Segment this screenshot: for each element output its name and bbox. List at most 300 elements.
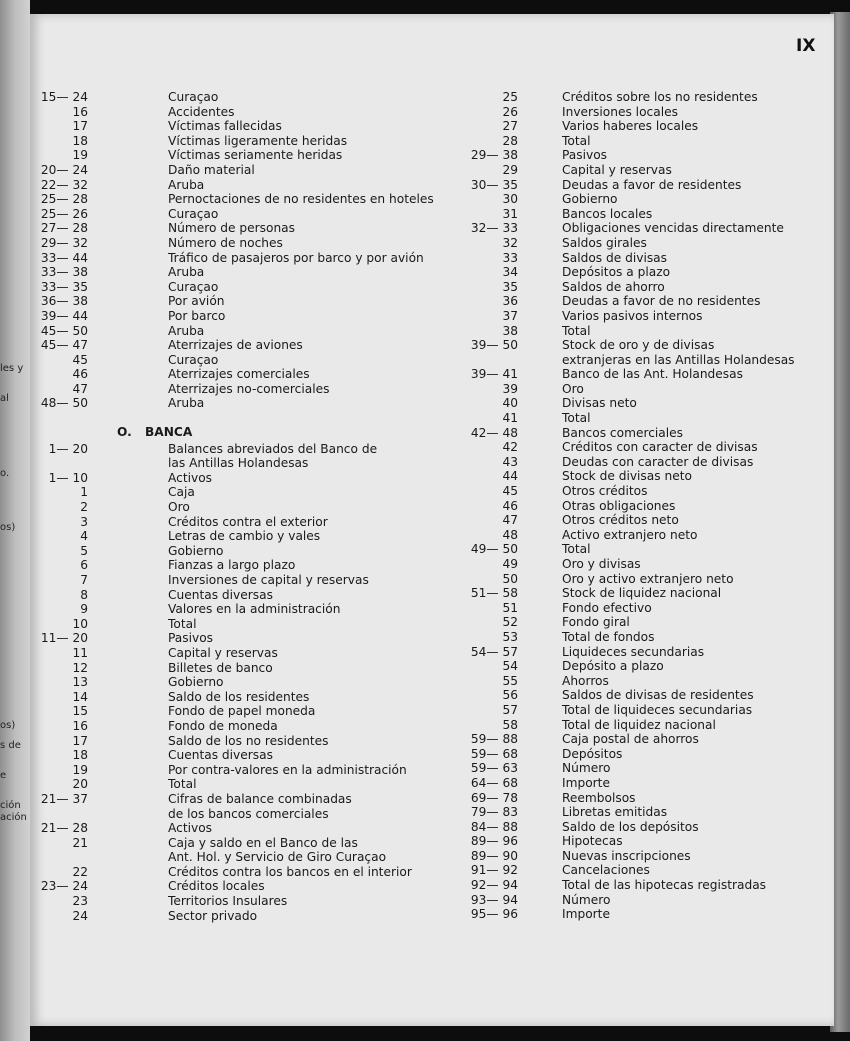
entry-number: 27— 28 (40, 221, 88, 236)
entry-label: Caja (168, 485, 195, 500)
entry-label: Inversiones de capital y reservas (168, 573, 369, 587)
index-entry (450, 280, 834, 295)
entry-number: 30— 35 (470, 177, 518, 192)
entry-number: 47 (502, 513, 518, 528)
entry-label: Número (562, 892, 611, 907)
index-entry (450, 236, 834, 251)
index-entry (450, 207, 834, 222)
entry-number: 17 (72, 733, 88, 748)
entry-label: Otros créditos (562, 484, 648, 499)
index-entry (450, 601, 834, 616)
index-entry (30, 309, 410, 324)
entry-number: 4 (80, 529, 88, 544)
index-entry (30, 485, 410, 500)
entry-number: 33 (502, 250, 518, 265)
entry-label: Varios pasivos internos (562, 308, 703, 323)
index-entry (30, 646, 410, 661)
index-entry (450, 396, 834, 411)
entry-label: Cancelaciones (562, 863, 650, 878)
entry-number: 33— 44 (40, 250, 88, 265)
index-entry (450, 878, 834, 893)
entry-number: 22 (72, 864, 88, 879)
entry-number: 36— 38 (40, 294, 88, 309)
entry-number: 25 (502, 90, 518, 104)
entry-number: 54 (502, 659, 518, 674)
index-entry (30, 207, 410, 222)
entry-label: Créditos contra el exterior (168, 514, 328, 529)
entry-label: Libretas emitidas (562, 805, 668, 820)
entry-label: Cuentas diversas (168, 748, 273, 763)
index-entry (450, 426, 834, 441)
entry-label: Fondo de moneda (168, 718, 278, 733)
index-entry (450, 834, 834, 849)
index-entry (30, 265, 410, 280)
entry-label: Total de liquideces secundarias (562, 702, 753, 717)
entry-label: Capital y reservas (562, 162, 672, 177)
entry-number: 16 (72, 718, 88, 733)
entry-number: 40 (502, 396, 518, 411)
entry-number: 19 (72, 762, 88, 777)
entry-label: Accidentes (168, 104, 235, 119)
entry-label: Total (168, 616, 197, 631)
entry-number: 35 (502, 279, 518, 294)
entry-number: 1— 20 (48, 441, 88, 456)
page-number: IX (796, 36, 816, 56)
index-entry (30, 221, 410, 236)
index-entry (30, 675, 410, 690)
entry-label: Pernoctaciones de no residentes en hoteles (168, 192, 434, 207)
entry-number: 10 (72, 616, 88, 631)
entry-number: 49— 50 (470, 542, 518, 557)
index-entry (450, 469, 834, 484)
index-entry (30, 119, 410, 134)
entry-label: Capital y reservas (168, 645, 278, 660)
entry-number: 48— 50 (40, 396, 88, 411)
index-entry (450, 674, 834, 689)
entry-label: Créditos locales (168, 879, 265, 894)
index-entry (450, 105, 834, 120)
entry-number: 26 (502, 104, 518, 119)
index-entry (30, 734, 410, 749)
index-entry (30, 236, 410, 251)
entry-number: 45— 47 (40, 338, 88, 353)
entry-label: Depósito a plazo (562, 659, 664, 674)
index-entry (450, 309, 834, 324)
entry-label: Víctimas fallecidas (168, 119, 282, 134)
entry-number: 22— 32 (40, 177, 88, 192)
entry-number: 13 (72, 675, 88, 690)
entry-label: Número de noches (168, 235, 283, 250)
entry-number: 23— 24 (40, 879, 88, 894)
entry-label: Hipotecas (562, 834, 623, 849)
index-column-right (450, 90, 834, 922)
index-entry (450, 221, 834, 236)
entry-number: 1— 10 (48, 470, 88, 485)
entry-label: Caja y saldo en el Banco de las (168, 835, 358, 850)
index-entry (30, 294, 410, 309)
entry-label: Número de personas (168, 221, 295, 236)
entry-label: Banco de las Ant. Holandesas (562, 367, 743, 382)
entry-label: Activo extranjero neto (562, 527, 698, 542)
entry-label: Curaçao (168, 206, 219, 221)
entry-number: 25— 28 (40, 192, 88, 207)
entry-label: Bancos locales (562, 206, 653, 221)
index-entry (30, 894, 410, 909)
margin-fragment: e (0, 770, 7, 781)
index-entry (30, 90, 410, 105)
index-entry (450, 688, 834, 703)
margin-fragment: s de (0, 740, 21, 751)
entry-number: 58 (502, 717, 518, 732)
index-entry (30, 178, 410, 193)
entry-label: Importe (562, 775, 610, 790)
margin-fragment: os) (0, 522, 16, 533)
entry-label: Pasivos (562, 148, 608, 163)
entry-number: 59— 63 (470, 761, 518, 776)
entry-number: 43 (502, 454, 518, 469)
entry-label: Víctimas seriamente heridas (168, 148, 343, 163)
entry-label: Depósitos a plazo (562, 265, 671, 280)
entry-number: 30 (502, 192, 518, 207)
entry-number: 95— 96 (470, 907, 518, 922)
entry-label: Total (562, 411, 591, 426)
entry-label: Territorios Insulares (168, 894, 288, 909)
index-entry (30, 602, 410, 617)
entry-label: Oro (168, 500, 190, 515)
entry-number: 54— 57 (470, 644, 518, 659)
entry-label: extranjeras en las Antillas Holandesas (562, 352, 795, 367)
index-entry (450, 148, 834, 163)
entry-number: 32— 33 (470, 221, 518, 236)
index-entry (450, 703, 834, 718)
entry-label: Billetes de banco (168, 660, 273, 675)
entry-number: 20— 24 (40, 162, 88, 177)
index-entry (450, 513, 834, 528)
entry-label: Otros créditos neto (562, 513, 679, 528)
entry-label: Saldos girales (562, 235, 647, 250)
entry-label: Número (562, 761, 611, 776)
index-entry (30, 661, 410, 676)
index-entry (30, 353, 410, 368)
entry-label: Aruba (168, 396, 205, 411)
entry-label: Inversiones locales (562, 104, 678, 119)
entry-number: 32 (502, 235, 518, 250)
entry-number: 39— 41 (470, 367, 518, 382)
index-entry (30, 879, 410, 894)
entry-number: 1 (80, 485, 88, 500)
entry-label: Aruba (168, 265, 205, 280)
entry-label: Bancos comerciales (562, 425, 683, 440)
index-entry (450, 178, 834, 193)
entry-label: Créditos con caracter de divisas (562, 440, 758, 455)
entry-label: Oro y activo extranjero neto (562, 571, 734, 586)
entry-number: 49 (502, 557, 518, 571)
entry-number: 12 (72, 660, 88, 675)
entry-label: Saldos de ahorro (562, 279, 665, 294)
index-entry (450, 791, 834, 806)
margin-fragment: ación (0, 812, 27, 823)
section-heading (30, 425, 410, 440)
entry-label: Por barco (168, 308, 226, 323)
index-entry (30, 280, 410, 295)
margin-fragment: o. (0, 468, 10, 479)
entry-label: Oro (562, 381, 584, 396)
index-entry (450, 542, 834, 557)
index-entry (30, 748, 410, 763)
margin-fragment: les y (0, 363, 24, 374)
index-entry (30, 456, 410, 471)
entry-number: 20 (72, 777, 88, 792)
index-entry (450, 863, 834, 878)
entry-number: 21— 37 (40, 791, 88, 806)
entry-label: Stock de oro y de divisas (562, 338, 715, 353)
entry-label: Cifras de balance combinadas (168, 791, 352, 806)
index-entry (450, 353, 834, 368)
entry-label: Liquideces secundarias (562, 644, 705, 659)
index-entry (450, 455, 834, 470)
entry-number: 39— 44 (40, 308, 88, 323)
index-entry (30, 763, 410, 778)
entry-number: 21— 28 (40, 821, 88, 836)
entry-number: 11— 20 (40, 631, 88, 646)
entry-number: 31 (502, 206, 518, 221)
entry-label: Total (562, 133, 591, 148)
entry-label: Obligaciones vencidas directamente (562, 221, 784, 236)
entry-number: 46 (502, 498, 518, 513)
entry-label: Divisas neto (562, 396, 637, 411)
index-entry (450, 134, 834, 149)
index-entry (30, 573, 410, 588)
entry-label: Activos (168, 821, 213, 836)
index-entry (450, 499, 834, 514)
entry-label: Deudas con caracter de divisas (562, 454, 754, 469)
index-entry (30, 515, 410, 530)
entry-label: Depósitos (562, 746, 623, 761)
index-entry (450, 528, 834, 543)
index-entry (30, 807, 410, 822)
index-entry (450, 718, 834, 733)
facing-page-edge (0, 0, 30, 1041)
index-entry (30, 396, 410, 411)
entry-label: Deudas a favor de no residentes (562, 294, 761, 309)
index-entry (30, 250, 424, 266)
entry-number: 9 (80, 602, 88, 617)
index-entry (450, 645, 834, 660)
entry-label: Otras obligaciones (562, 498, 676, 513)
entry-label: Gobierno (168, 675, 224, 690)
index-column-left (30, 90, 434, 923)
entry-label: Saldo de los no residentes (168, 733, 329, 748)
index-entry (30, 500, 410, 515)
entry-label: Fondo giral (562, 615, 630, 630)
index-entry (450, 192, 834, 207)
entry-number: 17 (72, 119, 88, 134)
index-entry (450, 484, 834, 499)
index-entry (30, 719, 410, 734)
entry-label: Fondo de papel moneda (168, 704, 316, 719)
entry-number: 45— 50 (40, 323, 88, 338)
index-entry (30, 192, 434, 207)
index-entry (30, 850, 410, 865)
index-entry (450, 776, 834, 791)
entry-number: 28 (502, 133, 518, 148)
entry-label: Total (562, 323, 591, 338)
entry-label: Total de fondos (562, 629, 655, 644)
entry-label: Víctimas ligeramente heridas (168, 133, 348, 148)
entry-label: las Antillas Holandesas (168, 456, 309, 471)
entry-number: 52 (502, 615, 518, 630)
entry-number: 42 (502, 440, 518, 455)
entry-number: 18 (72, 748, 88, 763)
entry-number: 7 (80, 573, 88, 587)
entry-label: Stock de liquidez nacional (562, 586, 722, 601)
entry-number: 64— 68 (470, 775, 518, 790)
index-entry (450, 119, 834, 134)
entry-number: 59— 88 (470, 732, 518, 747)
entry-number: 2 (80, 500, 88, 515)
entry-number: 29 (502, 162, 518, 177)
entry-label: Gobierno (562, 192, 618, 207)
entry-label: Activos (168, 470, 213, 485)
entry-label: Total de las hipotecas registradas (562, 878, 767, 893)
entry-number: 29— 38 (470, 148, 518, 163)
entry-label: Fondo efectivo (562, 600, 652, 615)
index-entry (450, 440, 834, 455)
entry-number: 53 (502, 629, 518, 644)
margin-fragment: al (0, 393, 9, 404)
index-entry (30, 792, 410, 807)
entry-number: 69— 78 (470, 790, 518, 805)
index-entry (450, 820, 834, 835)
entry-label: de los bancos comerciales (168, 806, 329, 821)
entry-number: 59— 68 (470, 746, 518, 761)
index-entry (450, 732, 834, 747)
entry-number: 55 (502, 673, 518, 688)
entry-label: Total (562, 542, 591, 557)
entry-label: Oro y divisas (562, 557, 641, 571)
entry-number: 56 (502, 688, 518, 703)
entry-label: Aruba (168, 177, 205, 192)
index-entry (450, 849, 834, 864)
index-entry (450, 805, 834, 820)
entry-label: Deudas a favor de residentes (562, 177, 742, 192)
index-entry (450, 338, 834, 353)
entry-number: 50 (502, 571, 518, 586)
index-entry (30, 777, 410, 792)
index-entry (30, 704, 410, 719)
entry-label: Valores en la administración (168, 602, 341, 617)
entry-label: Total (168, 777, 197, 792)
index-entry (450, 90, 834, 105)
entry-number: 45 (72, 352, 88, 367)
entry-label: Stock de divisas neto (562, 469, 692, 484)
entry-number: 92— 94 (470, 878, 518, 893)
index-entry (450, 630, 834, 645)
document-page (30, 14, 834, 1026)
index-entry (450, 382, 834, 397)
entry-number: 14 (72, 689, 88, 704)
index-entry (30, 617, 410, 632)
index-entry (30, 529, 410, 544)
entry-number: 93— 94 (470, 892, 518, 907)
index-entry (30, 148, 410, 163)
entry-number: 21 (72, 835, 88, 850)
entry-label: Por contra-valores en la administración (168, 762, 407, 777)
entry-label: Fianzas a largo plazo (168, 558, 296, 573)
entry-number: 91— 92 (470, 863, 518, 878)
entry-label: Letras de cambio y vales (168, 529, 321, 544)
index-entry (450, 251, 834, 266)
entry-number: 27 (502, 119, 518, 134)
index-entry (450, 893, 834, 908)
index-entry (30, 382, 410, 397)
index-entry (30, 338, 410, 353)
index-entry (450, 294, 834, 309)
entry-number: 46 (72, 367, 88, 382)
entry-number: 39 (502, 381, 518, 396)
entry-number: 16 (72, 104, 88, 119)
margin-fragment: os) (0, 720, 16, 731)
entry-label: Curaçao (168, 90, 219, 104)
entry-number: 33— 38 (40, 265, 88, 280)
entry-label: Varios haberes locales (562, 119, 699, 134)
section-letter: O. (117, 425, 132, 440)
index-entry (30, 821, 410, 836)
entry-number: 11 (72, 645, 88, 660)
entry-label: Nuevas inscripciones (562, 848, 691, 863)
index-entry (450, 747, 834, 762)
entry-number: 15— 24 (40, 90, 88, 104)
entry-label: Importe (562, 907, 610, 922)
entry-label: Caja postal de ahorros (562, 732, 699, 747)
entry-label: BANCA (145, 425, 193, 440)
entry-label: Aruba (168, 323, 205, 338)
entry-number: 24 (72, 908, 88, 923)
entry-number: 15 (72, 704, 88, 719)
entry-label: Aterrizajes comerciales (168, 367, 310, 382)
entry-number: 25— 26 (40, 206, 88, 221)
index-entry (30, 588, 410, 603)
entry-label: Curaçao (168, 352, 219, 367)
entry-label: Pasivos (168, 631, 214, 646)
entry-label: Tráfico de pasajeros por barco y por avión (168, 250, 424, 265)
entry-label: Aterrizajes no-comerciales (168, 381, 330, 396)
index-entry (30, 544, 410, 559)
margin-fragment: ción (0, 800, 21, 811)
index-entry (30, 909, 410, 924)
entry-label: Créditos sobre los no residentes (562, 90, 758, 104)
entry-number: 36 (502, 294, 518, 309)
entry-label: Aterrizajes de aviones (168, 338, 303, 353)
entry-number: 39— 50 (470, 338, 518, 353)
index-entry (30, 690, 410, 705)
entry-number: 51 (502, 600, 518, 615)
entry-label: Saldo de los residentes (168, 689, 310, 704)
index-entry (30, 163, 410, 178)
index-entry (450, 586, 834, 601)
entry-number: 29— 32 (40, 235, 88, 250)
index-entry (450, 163, 834, 178)
index-entry (450, 324, 834, 339)
entry-number: 37 (502, 308, 518, 323)
index-entry (30, 836, 410, 851)
entry-label: Saldos de divisas de residentes (562, 688, 754, 703)
entry-number: 47 (72, 381, 88, 396)
entry-number: 34 (502, 265, 518, 280)
entry-number: 84— 88 (470, 819, 518, 834)
entry-label: Daño material (168, 162, 255, 177)
index-entry (450, 615, 834, 630)
